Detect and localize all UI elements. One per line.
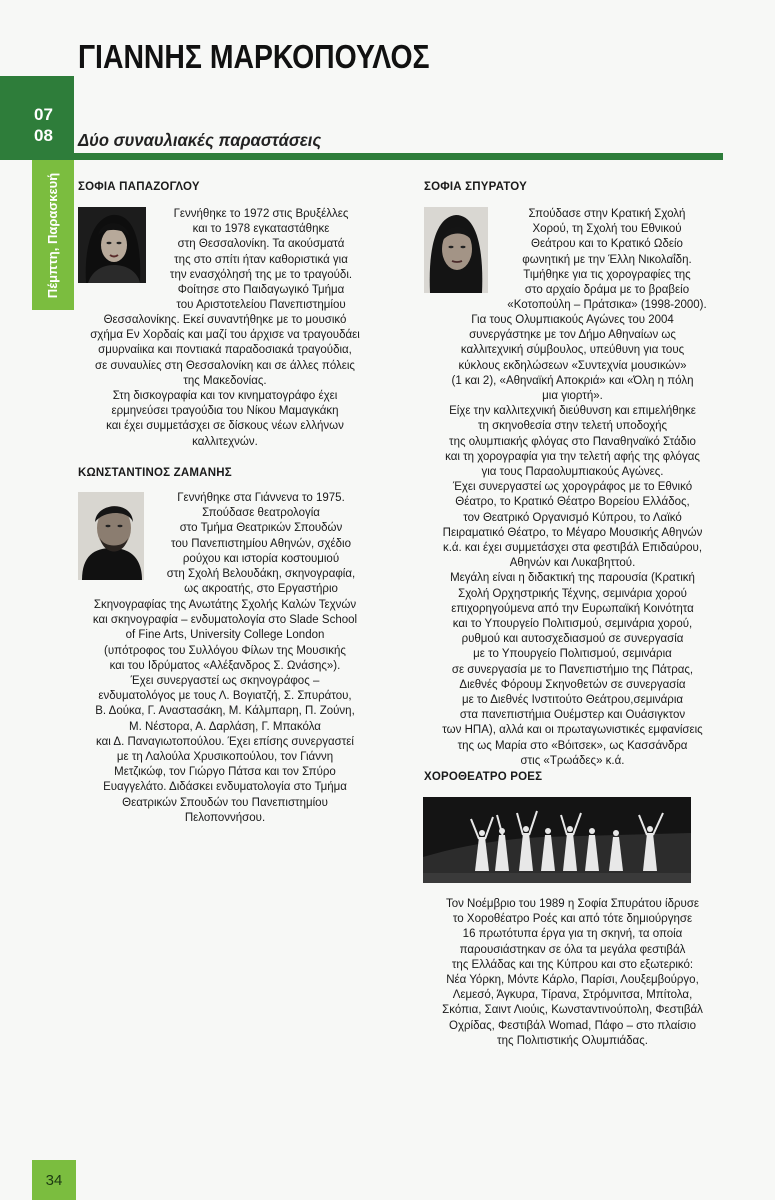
side-tab-label <box>32 160 74 310</box>
portrait-spyratou <box>424 207 488 293</box>
portrait-papazoglou <box>78 207 146 283</box>
page-title: ΓΙΑΝΝΗΣ ΜΑΡΚΟΠΟΥΛΟΣ <box>78 38 430 75</box>
performance-photo-image <box>423 797 691 883</box>
heading-spyratou: ΣΟΦΙΑ ΣΠΥΡΑΤΟΥ <box>424 181 527 193</box>
bio-spyratou-body: Για τους Ολυμπιακούς Αγώνες του 2004 συνεργάστηκε με τον Δήμο Αθηναίων ως καλλιτεχνική σύμβουλος, υπεύθυνη για τους κύκλους εκδηλώσεων «Συντεχνία μουσικών» (1 και 2), «Αθηναϊκή Αποκριά» και «Όλη η πόλη μια γιορτή». Είχε την καλλιτεχνική διεύθυνση και επιμελήθηκε τη σκηνοθεσία στην τελετή υποδοχής της ολυμπιακής φλόγας στο Παναθηναϊκό Στάδιο και τη χορογραφία για την τελετή αφής της φλόγας για τους Παραολυμπιακούς Αγώνες. Έχει συνεργαστεί ως χορογράφος με το Εθνικό Θέατρο, το Κρατικό Θέατρο Βορείου Ελλάδος, τον Θεατρικό Οργανισμό Κύπρου, το Λαϊκό Πειραματικό Θέατρο, το Μέγαρο Μουσικής Αθηνών κ.ά. και έχει συμμετάσχει στα φεστιβάλ Επιδαύρου, Αθηνών και Λυκαβηττού. Μεγάλη είναι η διδακτική της παρουσία (Κρατική Σχολή Ορχηστρικής Τέχνης, σεμινάρια χορού επιχορηγούμενα από την Ευρωπαϊκή Κοινότητα και το Υπουργείο Πολιτισμού, σεμινάρια χορού, ρυθμού και αυτοσχεδιασμού σε συνεργασία με το Υπουργείο Πολιτισμού, σεμινάρια σε συνεργασία με το Πανεπιστήμιο της Πάτρας, Διεθνές Φόρουμ Σκηνοθετών σε συνεργασία με το Διεθνές Ινστιτούτο Θεάτρου,σεμινάρια στα πανεπιστήμια Ουέμστερ και Ουάσιγκτον των ΗΠΑ), αλλά και οι πρωταγωνιστικές εμφανίσεις της ως Μαρία στο «Βόιτσεκ», ως Κασσάνδρα στις «Τρωάδες» κ.ά. <box>442 314 703 767</box>
page-subtitle: Δύο συναυλιακές παραστάσεις <box>78 130 322 150</box>
portrait-zamanis <box>78 492 144 580</box>
bio-zamanis-intro: Γεννήθηκε στα Γιάννενα το 1975. Σπούδασε θεατρολογία στο Τμήμα Θεατρικών Σπουδών του Πανεπιστημίου Αθηνών, σχέδιο ρούχου και ιστορία κοστουμιού στη Σχολή Βελουδάκη, σκηνογραφία, ως ακροατής, στο Εργαστήριο <box>166 492 356 596</box>
bio-papazoglou-body: Θεσσαλονίκης. Εκεί συναντήθηκε με το μουσικό σχήμα Εν Χορδαίς και μαζί του άρχισε να τραγουδάει σμυρναίικα και ποντιακά παραδοσιακά τραγούδια, σε συναυλίες στη Θεσσαλονίκη και σε άλλες πόλεις της Μακεδονίας. Στη δισκογραφία και τον κινηματογράφο έχει ερμηνεύσει τραγούδια του Νίκου Μαμαγκάκη και έχει συμμετάσχει σε δίσκους νέων ελλήνων καλλιτεχνών. <box>90 314 360 448</box>
heading-papazoglou: ΣΟΦΙΑ ΠΑΠΑΖΟΓΛΟΥ <box>78 181 200 193</box>
performance-photo <box>423 797 691 883</box>
page-number: 34 <box>45 1172 63 1189</box>
bio-zamanis-body: Σκηνογραφίας της Ανωτάτης Σχολής Καλών Τεχνών και σκηνογραφία – ενδυματολογία στο Slade School of Fine Arts, University College London (υπότροφος του Συλλόγου Φίλων της Μουσικής και του Ιδρύματος «Αλέξανδρος Σ. Ωνάσης»). Έχει συνεργαστεί ως σκηνογράφος – ενδυματολόγος με τους Λ. Βογιατζή, Σ. Σπυράτου, Β. Δούκα, Γ. Αναστασάκη, Μ. Κάλμπαρη, Π. Ζούνη, Μ. Νέστορα, Α. Δαρλάση, Γ. Μπακόλα και Δ. Παναγιωτοπούλου. Έχει επίσης συνεργαστεί με τη Λαλούλα Χρυσικοπούλου, τον Γιάννη Μετζικώφ, τον Γιώργο Πάτσα και τον Σπύρο Ευαγγελάτο. Διδάσκει ενδυματολογία στο Τμήμα Θεατρικών Σπουδών του Πανεπιστημίου Πελοποννήσου. <box>92 599 358 824</box>
roes-description: Τον Νοέμβριο του 1989 η Σοφία Σπυράτου ίδρυσε το Χοροθέατρο Ροές και από τότε δημιούργησε 16 πρωτότυπα έργα για τη σκηνή, τα οποία παρουσιάστηκαν σε όλα τα μεγάλα φεστιβάλ της Ελλάδας και της Κύπρου και στο εξωτερικό: Νέα Υόρκη, Μόντε Κάρλο, Παρίσι, Λουξεμβούργο, Λεμεσό, Άγκυρα, Τίρανα, Στρόμνιτσα, Μπίτολα, Σκόπια, Σαιντ Λιούις, Κωνσταντινούπολη, Φεστιβάλ Οχρίδας, Φεστιβάλ Womad, Πάφο – στο πλαίσιο της Πολιτιστικής Ολυμπιάδας. <box>442 898 703 1047</box>
bio-papazoglou-intro: Γεννήθηκε το 1972 στις Βρυξέλλες και το 1978 εγκαταστάθηκε στη Θεσσαλονίκη. Τα ακούσματά της στο σπίτι ήταν καθοριστικά για την ενασχόλησή της με το τραγούδι. Φοίτησε στο Παιδαγωγικό Τμήμα του Αριστοτελείου Πανεπιστημίου <box>169 208 353 312</box>
date-day-2: 08 <box>34 126 53 145</box>
heading-zamanis: ΚΩΝΣΤΑΝΤΙΝΟΣ ΖΑΜΑΝΗΣ <box>78 467 232 479</box>
date-day-1: 07 <box>34 105 53 124</box>
header-rule <box>74 153 723 160</box>
side-tab-text: Πέμπτη, Παρασκευή <box>45 172 61 298</box>
heading-roes: ΧΟΡΟΘΕΑΤΡΟ ΡΟΕΣ <box>424 771 543 783</box>
portrait-spyratou-image <box>424 207 488 293</box>
event-dates <box>34 104 53 146</box>
portrait-zamanis-image <box>78 492 144 580</box>
portrait-papazoglou-image <box>78 207 146 283</box>
bio-spyratou-intro: Σπούδασε στην Κρατική Σχολή Χορού, τη Σχολή του Εθνικού Θεάτρου και το Κρατικό Ωδείο φωνητική με την Έλλη Νικολαΐδη. Τιμήθηκε για τις χορογραφίες της στο αρχαίο δράμα με το βραβείο «Κοτοπούλη – Πράτσικα» (1998-2000). <box>507 208 707 312</box>
